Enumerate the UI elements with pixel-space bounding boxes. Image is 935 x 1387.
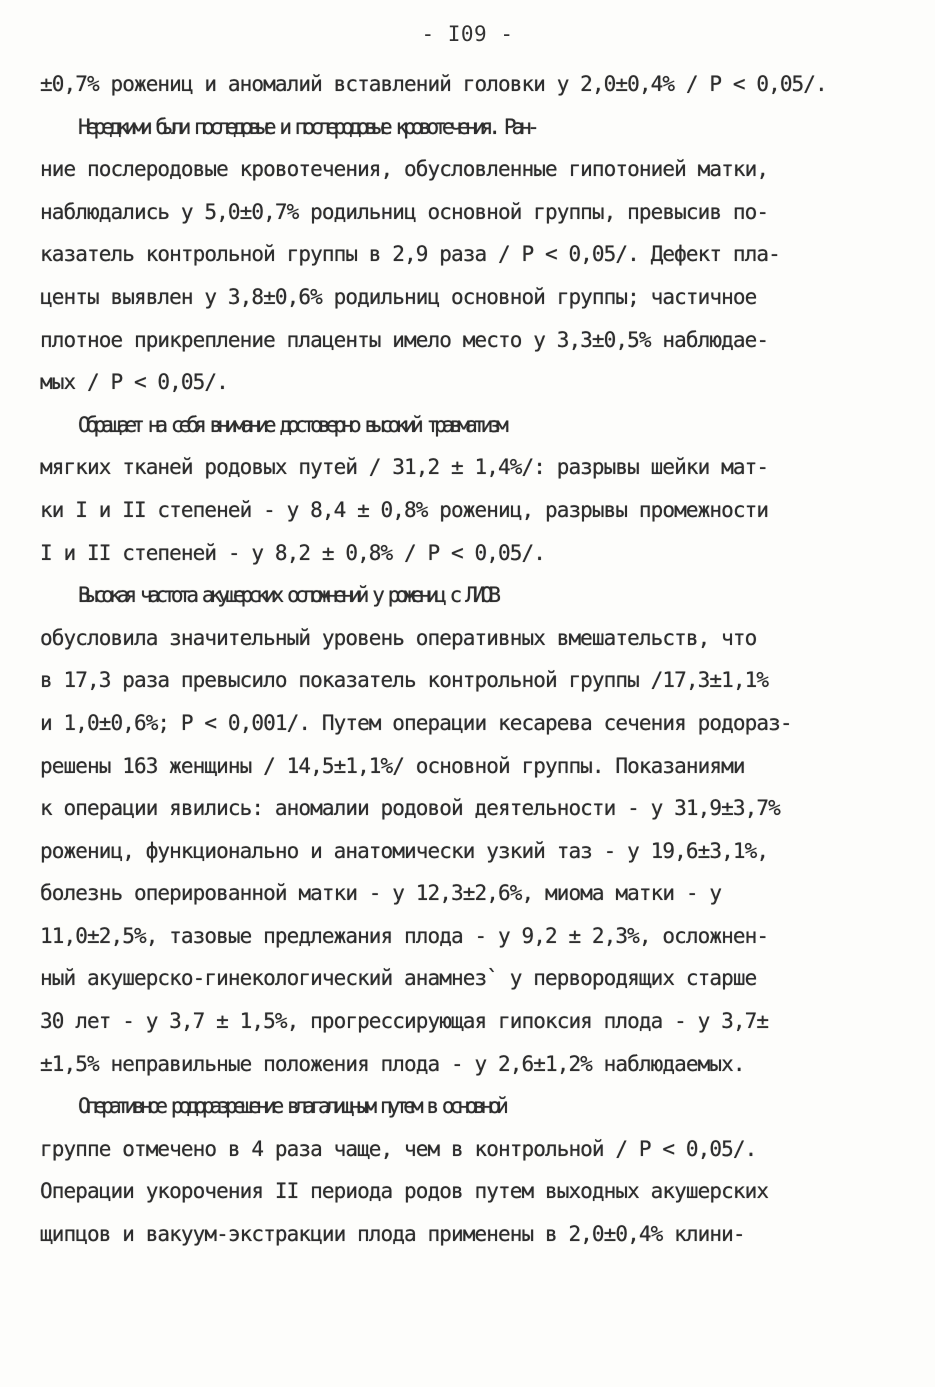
text-line: рожениц, функционально и анатомически узкий таз - у 19,6±3,1%, xyxy=(40,838,769,863)
text-line: Нередкими были последовые и послеродовые кровотечения. Ран- xyxy=(78,114,535,139)
text-line: мягких тканей родовых путей / 31,2 ± 1,4%/: разрывы шейки мат- xyxy=(40,455,769,480)
text-line: ±1,5% неправильные положения плода - у 2,6±1,2% наблюдаемых. xyxy=(40,1051,745,1076)
text-line: ±0,7% рожениц и аномалий вставлений головки у 2,0±0,4% / Р < 0,05/. xyxy=(40,72,827,96)
text-line: мых / Р < 0,05/. xyxy=(40,370,228,395)
text-line: группе отмечено в 4 раза чаще, чем в контрольной / Р < 0,05/. xyxy=(40,1136,757,1161)
text-line: ки I и II степеней - у 8,4 ± 0,8% рожениц, разрывы промежности xyxy=(40,497,769,522)
text-line: ние послеродовые кровотечения, обусловленные гипотонией матки, xyxy=(40,157,769,182)
text-line: ный акушерско-гинекологический анамнез` у первородящих старше xyxy=(40,966,757,991)
text-line: к операции явились: аномалии родовой деятельности - у 31,9±3,7% xyxy=(40,796,780,821)
text-line: плотное прикрепление плаценты имело место у 3,3±0,5% наблюдае- xyxy=(40,327,769,352)
text-line: в 17,3 раза превысило показатель контрольной группы /17,3±1,1% xyxy=(40,668,769,693)
text-line: обусловила значительный уровень оперативных вмешательств, что xyxy=(40,625,757,650)
text-line: 11,0±2,5%, тазовые предлежания плода - у 9,2 ± 2,3%, осложнен- xyxy=(40,923,769,948)
text-line: центы выявлен у 3,8±0,6% родильниц основной группы; частичное xyxy=(40,284,757,309)
text-line: наблюдались у 5,0±0,7% родильниц основной группы, превысив по- xyxy=(40,199,769,224)
page-number: - I09 - xyxy=(421,22,514,46)
text-line: и 1,0±0,6%; Р < 0,001/. Путем операции кесарева сечения родораз- xyxy=(40,710,792,735)
text-line: 30 лет - у 3,7 ± 1,5%, прогрессирующая гипоксия плода - у 3,7± xyxy=(40,1009,769,1034)
text-line: Обращает на себя внимание достоверно высокий травматизм xyxy=(78,412,504,437)
text-line: решены 163 женщины / 14,5±1,1%/ основной группы. Показаниями xyxy=(40,753,745,778)
text-line: щипцов и вакуум-экстракции плода применены в 2,0±0,4% клини- xyxy=(40,1222,745,1247)
text-line: Оперативное родоразрешение влагалищным путем в основной xyxy=(78,1094,504,1119)
body-text xyxy=(40,63,890,1256)
text-line: I и II степеней - у 8,2 ± 0,8% / Р < 0,05/. xyxy=(40,540,545,565)
text-line: казатель контрольной группы в 2,9 раза / Р < 0,05/. Дефект пла- xyxy=(40,242,780,267)
text-line: Высокая частота акушерских осложнений у рожениц с ЛИОВ xyxy=(78,583,497,608)
text-line: болезнь оперированной матки - у 12,3±2,6%, миома матки - у xyxy=(40,881,722,906)
text-line: Операции укорочения II периода родов путем выходных акушерских xyxy=(40,1179,769,1204)
